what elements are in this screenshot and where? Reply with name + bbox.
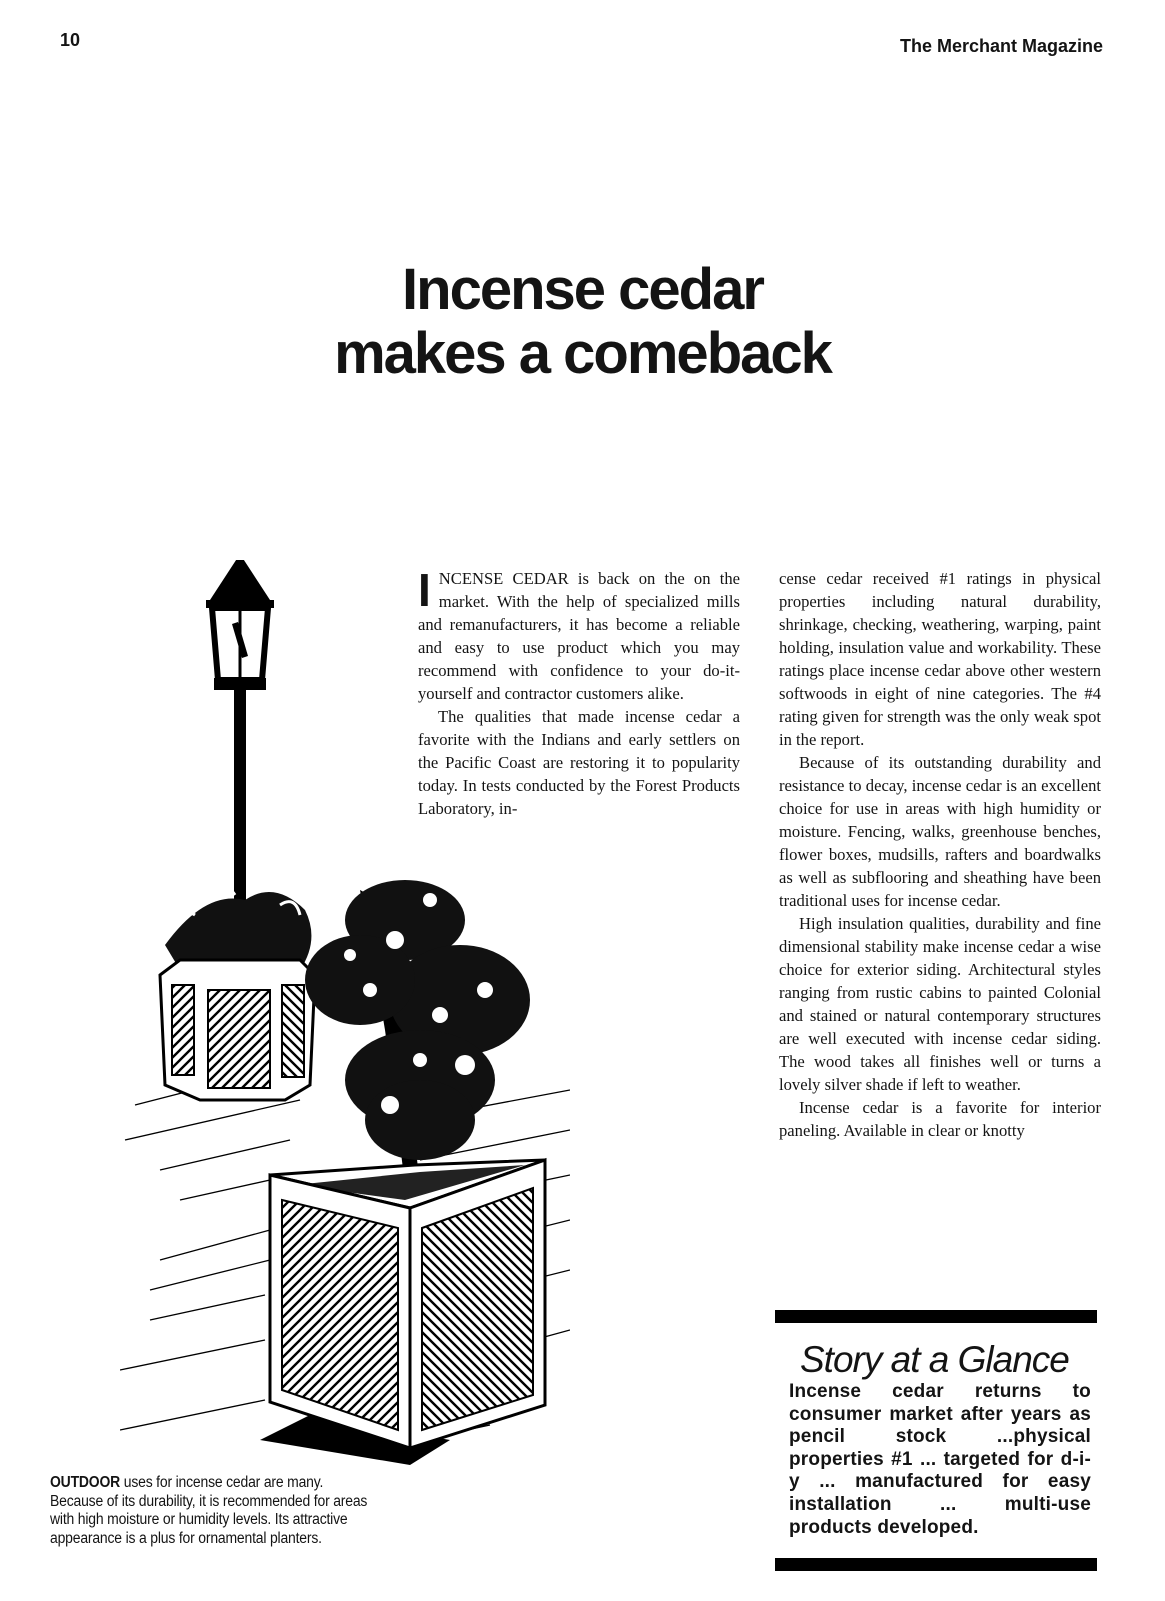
article-paragraph: Incense cedar is a favorite for interior paneling. Available in clear or knotty bbox=[779, 1098, 1101, 1140]
photo-caption bbox=[50, 1474, 373, 1548]
headline-line-2: makes a comeback bbox=[334, 321, 831, 386]
caption-lead: OUTDOOR bbox=[50, 1474, 121, 1491]
caption-text: uses for incense cedar are many. Because of its durability, it is recommended for areas with high moisture or humidity levels. Its attractive appearance is a plus for ornamental planters. bbox=[50, 1474, 368, 1547]
article-paragraph: The qualities that made incense cedar a favorite with the Indians and early settlers on the Pacific Coast are restoring it to popularity today. In tests conducted by the Forest Products Laboratory, in- bbox=[418, 707, 740, 818]
article-paragraph: Because of its outstanding durability and resistance to decay, incense cedar is an excellent choice for use in areas with high humidity or moisture. Fencing, walks, greenhouse benches, flower boxes, mudsills, rafters and boardwalks as well as subflooring and sheathing have been traditional uses for incense cedar. bbox=[779, 753, 1101, 910]
glance-summary: Incense cedar returns to consumer market after years as pencil stock ...physical properties #1 ... targeted for d-i-y ... manufactured for easy installation ... multi-use products developed. bbox=[789, 1381, 1091, 1538]
shrub bbox=[305, 880, 530, 1185]
front-planter bbox=[260, 1160, 545, 1465]
glance-bottom-rule bbox=[775, 1558, 1097, 1571]
headline-line-1: Incense cedar bbox=[402, 257, 763, 322]
article-column-1 bbox=[418, 564, 740, 820]
page-number: 10 bbox=[60, 30, 81, 50]
drop-cap: I bbox=[418, 564, 431, 616]
article-paragraph: High insulation qualities, durability and fine dimensional stability make incense cedar a wise choice for exterior siding. Architectural styles ranging from rustic cabins to painted Colonial and stained or natural contemporary structures are well executed with incense cedar siding. The wood takes all finishes well or turns a lovely silver shade if left to weather. bbox=[779, 914, 1101, 1094]
back-planter bbox=[160, 888, 315, 1101]
article-column-2 bbox=[779, 567, 1101, 1142]
glance-title: Story at a Glance bbox=[800, 1339, 1069, 1380]
publication-name: The Merchant Magazine bbox=[899, 36, 1103, 56]
article-paragraph bbox=[418, 564, 740, 705]
paragraph-text: NCENSE CEDAR is back on the on the market. With the help of specialized mills and remanufacturers, it has become a reliable and easy to use product which you may recommend with confidence to your do-it-yourself and contractor customers alike. bbox=[418, 569, 740, 703]
article-paragraph: cense cedar received #1 ratings in physical properties including natural durability, shrinkage, checking, weathering, warping, paint holding, insulation value and workability. These ratings place incense cedar above other western softwoods in eight of nine categories. The #4 rating given for strength was the only weak spot in the report. bbox=[779, 569, 1101, 749]
glance-top-rule bbox=[775, 1310, 1097, 1323]
headline bbox=[0, 258, 1165, 386]
